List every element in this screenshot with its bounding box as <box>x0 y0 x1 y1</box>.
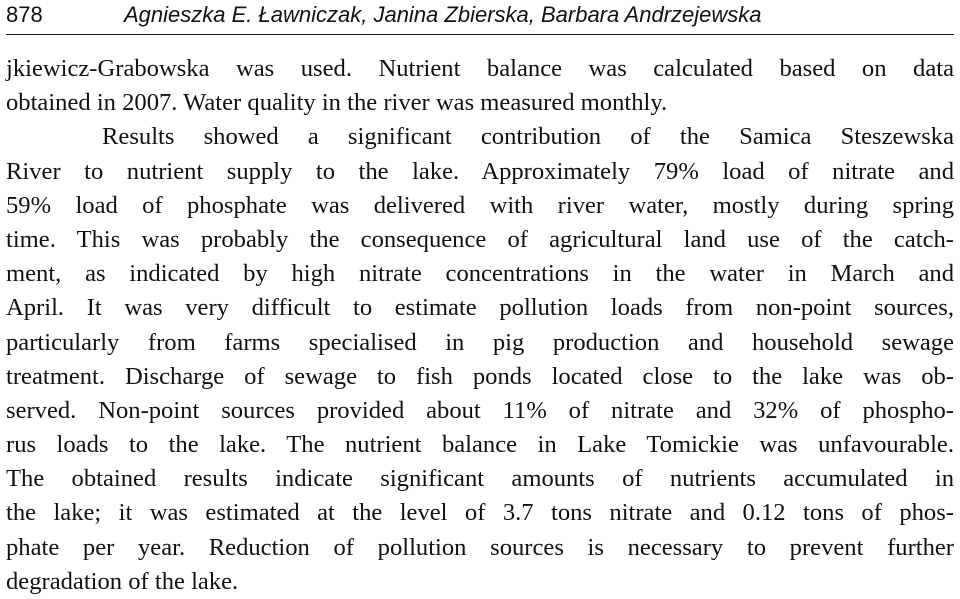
page-number: 878 <box>6 2 43 27</box>
text-line: rus loads to the lake. The nutrient balance in Lake Tomickie was unfavourable. <box>6 431 954 459</box>
text-line: served. Non-point sources provided about 11% of nitrate and 32% of phospho- <box>6 396 954 424</box>
running-head-authors: Agnieszka E. Ławniczak, Janina Zbierska, Barbara Andrzejewska <box>124 2 762 27</box>
text-line: time. This was probably the consequence of agricultural land use of the catch- <box>6 225 954 253</box>
body-text <box>6 52 954 599</box>
text-line: Results showed a significant contribution of the Samica Steszewska <box>102 123 954 151</box>
text-line: jkiewicz-Grabowska was used. Nutrient balance was calculated based on data <box>6 55 954 82</box>
text-line: obtained in 2007. Water quality in the river was measured monthly. <box>6 89 668 117</box>
text-line: April. It was very difficult to estimate pollution loads from non-point sources, <box>6 294 954 322</box>
text-line: treatment. Discharge of sewage to fish ponds located close to the lake was ob- <box>6 362 954 390</box>
text-line: ment, as indicated by high nitrate concentrations in the water in March and <box>6 260 954 288</box>
text-line: particularly from farms specialised in pig production and household sewage <box>6 328 954 356</box>
text-line: degradation of the lake. <box>6 567 239 595</box>
text-line: The obtained results indicate significant amounts of nutrients accumulated in <box>6 465 954 493</box>
text-line: phate per year. Reduction of pollution sources is necessary to prevent further <box>6 533 954 561</box>
text-line: the lake; it was estimated at the level of 3.7 tons nitrate and 0.12 tons of phos- <box>6 499 954 527</box>
text-line: 59% load of phosphate was delivered with river water, mostly during spring <box>6 191 954 219</box>
text-line: River to nutrient supply to the lake. Approximately 79% load of nitrate and <box>6 157 954 185</box>
page-header <box>6 0 954 35</box>
